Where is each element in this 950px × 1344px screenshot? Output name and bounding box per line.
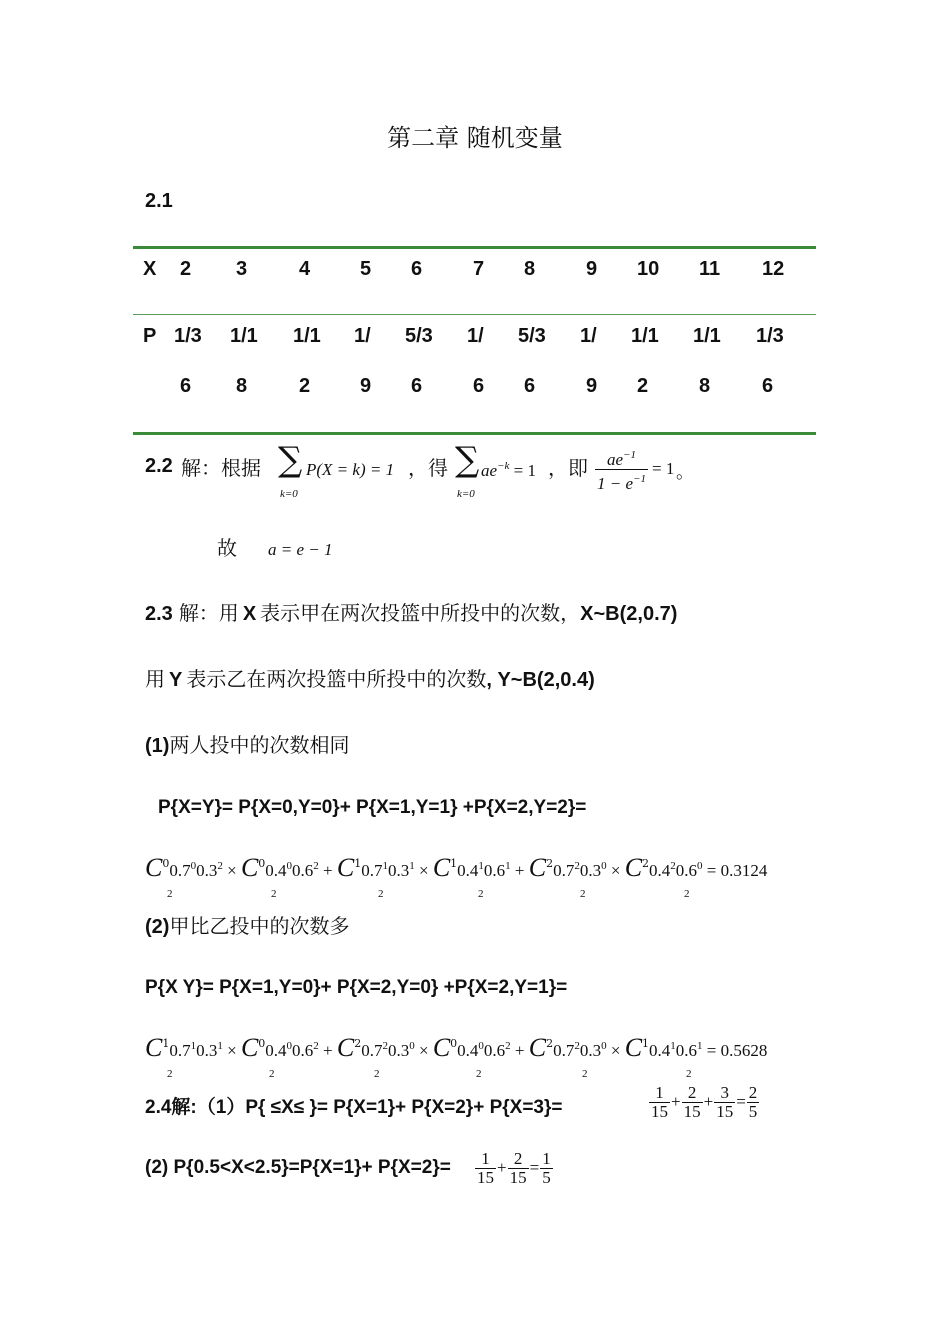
- table-x-value: 6: [411, 258, 423, 280]
- table-p-value-bottom: 6: [524, 375, 536, 397]
- table-p-value-bottom: 2: [637, 375, 649, 397]
- s22-text-3: ，即: [548, 456, 588, 480]
- s24-fraction-sum-2: $\frac{1}{15}$ + $\frac{2}{15}$ = $\frac{1}{5}$: [477, 1149, 551, 1187]
- table-x-value: 2: [180, 258, 192, 280]
- table-p-value-top: 5/3: [518, 325, 546, 347]
- result-a: a = e − 1: [268, 540, 333, 559]
- page-title: 第二章 随机变量: [387, 124, 563, 152]
- s23-part1-combination-expr: $C^00.7^00.3^2 \times C^00.4^00.6^2 + C^10.7^10.3^1 \times C^10.4^10.6^1 + C^20.7^20.3^0 \times C^20.4^20.6^0 = 0.3124$: [145, 853, 768, 882]
- s22-text-2: ，得: [408, 456, 448, 480]
- s22-text-1: 解：根据: [181, 456, 261, 480]
- table-x-value: 9: [586, 258, 598, 280]
- table-p-value-bottom: 6: [762, 375, 774, 397]
- fraction-tail: = 1: [652, 459, 675, 478]
- table-x-value: 5: [360, 258, 372, 280]
- s23-line-1: 2.3 解：用 X 表示甲在两次投篮中所投中的次数，X~B(2,0.7): [145, 601, 678, 625]
- table-p-value-top: 1/1: [230, 325, 258, 347]
- table-p-value-bottom: 8: [699, 375, 711, 397]
- section-2-1-label: 2.1: [145, 190, 173, 212]
- table-p-value-bottom: 9: [586, 375, 598, 397]
- table-x-value: 11: [699, 258, 721, 280]
- table-mid-rule: [133, 314, 816, 315]
- s24-fraction-sum-1: $\frac{1}{15}$ + $\frac{2}{15}$ + $\frac{3}{15}$ = $\frac{2}{5}$: [651, 1083, 758, 1121]
- s23-part2-combination-expr: $C^10.7^10.3^1 \times C^00.4^00.6^2 + C^20.7^20.3^0 \times C^00.4^00.6^2 + C^20.7^20.3^0 \times C^10.4^10.6^1 = 0.5628$: [145, 1033, 768, 1062]
- table-p-value-bottom: 6: [411, 375, 423, 397]
- table-p-value-top: 1/: [354, 325, 371, 347]
- sum-sub-1: k=0: [280, 488, 298, 500]
- table-p-value-bottom: 6: [473, 375, 485, 397]
- s23-part2-heading: (2)甲比乙投中的次数多: [145, 914, 350, 938]
- table-x-value: 7: [473, 258, 485, 280]
- section-2-2-label: 2.2: [145, 455, 173, 477]
- table-bottom-rule: [133, 432, 816, 435]
- table-p-value-top: 5/3: [405, 325, 433, 347]
- table-p-value-top: 1/3: [174, 325, 202, 347]
- fraction-ae: $\frac{ae^{-1}}{1 - e^{-1}}$: [594, 446, 649, 493]
- s23-part2-equation: P{X Y}= P{X=1,Y=0}+ P{X=2,Y=0} +P{X=2,Y=1}=: [145, 977, 568, 998]
- therefore-text: 故: [217, 536, 237, 560]
- s22-text-4: 。: [676, 462, 694, 483]
- table-p-value-top: 1/3: [756, 325, 784, 347]
- table-x-value: 8: [524, 258, 536, 280]
- table-x-value: 3: [236, 258, 248, 280]
- table-top-rule: [133, 246, 816, 249]
- s23-part1-equation: P{X=Y}= P{X=0,Y=0}+ P{X=1,Y=1} +P{X=2,Y=2}=: [158, 797, 587, 818]
- table-x-value: 12: [762, 258, 785, 280]
- table-p-value-top: 1/: [467, 325, 484, 347]
- sum-symbol-2: ∑: [455, 440, 480, 480]
- table-x-header: X: [143, 258, 157, 280]
- table-p-value-bottom: 8: [236, 375, 248, 397]
- sum-sub-2: k=0: [457, 488, 475, 500]
- table-p-value-top: 1/1: [631, 325, 659, 347]
- s24-line-1: 2.4解:（1）P{ ≤X≤ }= P{X=1}+ P{X=2}+ P{X=3}=: [145, 1097, 563, 1118]
- sum-expr-2: $ae^{-k} = 1$: [481, 460, 536, 480]
- table-p-value-bottom: 6: [180, 375, 192, 397]
- table-p-value-top: 1/1: [693, 325, 721, 347]
- table-x-value: 10: [637, 258, 660, 280]
- sum-expr-1: P(X = k) = 1: [306, 460, 395, 479]
- table-p-value-top: 1/1: [293, 325, 321, 347]
- table-p-value-top: 1/: [580, 325, 597, 347]
- s24-line-2: (2) P{0.5<X<2.5}=P{X=1}+ P{X=2}=: [145, 1157, 451, 1178]
- s23-line-2: 用 Y 表示乙在两次投篮中所投中的次数, Y~B(2,0.4): [145, 667, 595, 691]
- table-p-value-bottom: 2: [299, 375, 311, 397]
- table-p-value-bottom: 9: [360, 375, 372, 397]
- table-x-value: 4: [299, 258, 311, 280]
- table-p-header: P: [143, 325, 157, 347]
- s23-part1-heading: (1)两人投中的次数相同: [145, 733, 350, 757]
- sum-symbol-1: ∑: [278, 440, 303, 480]
